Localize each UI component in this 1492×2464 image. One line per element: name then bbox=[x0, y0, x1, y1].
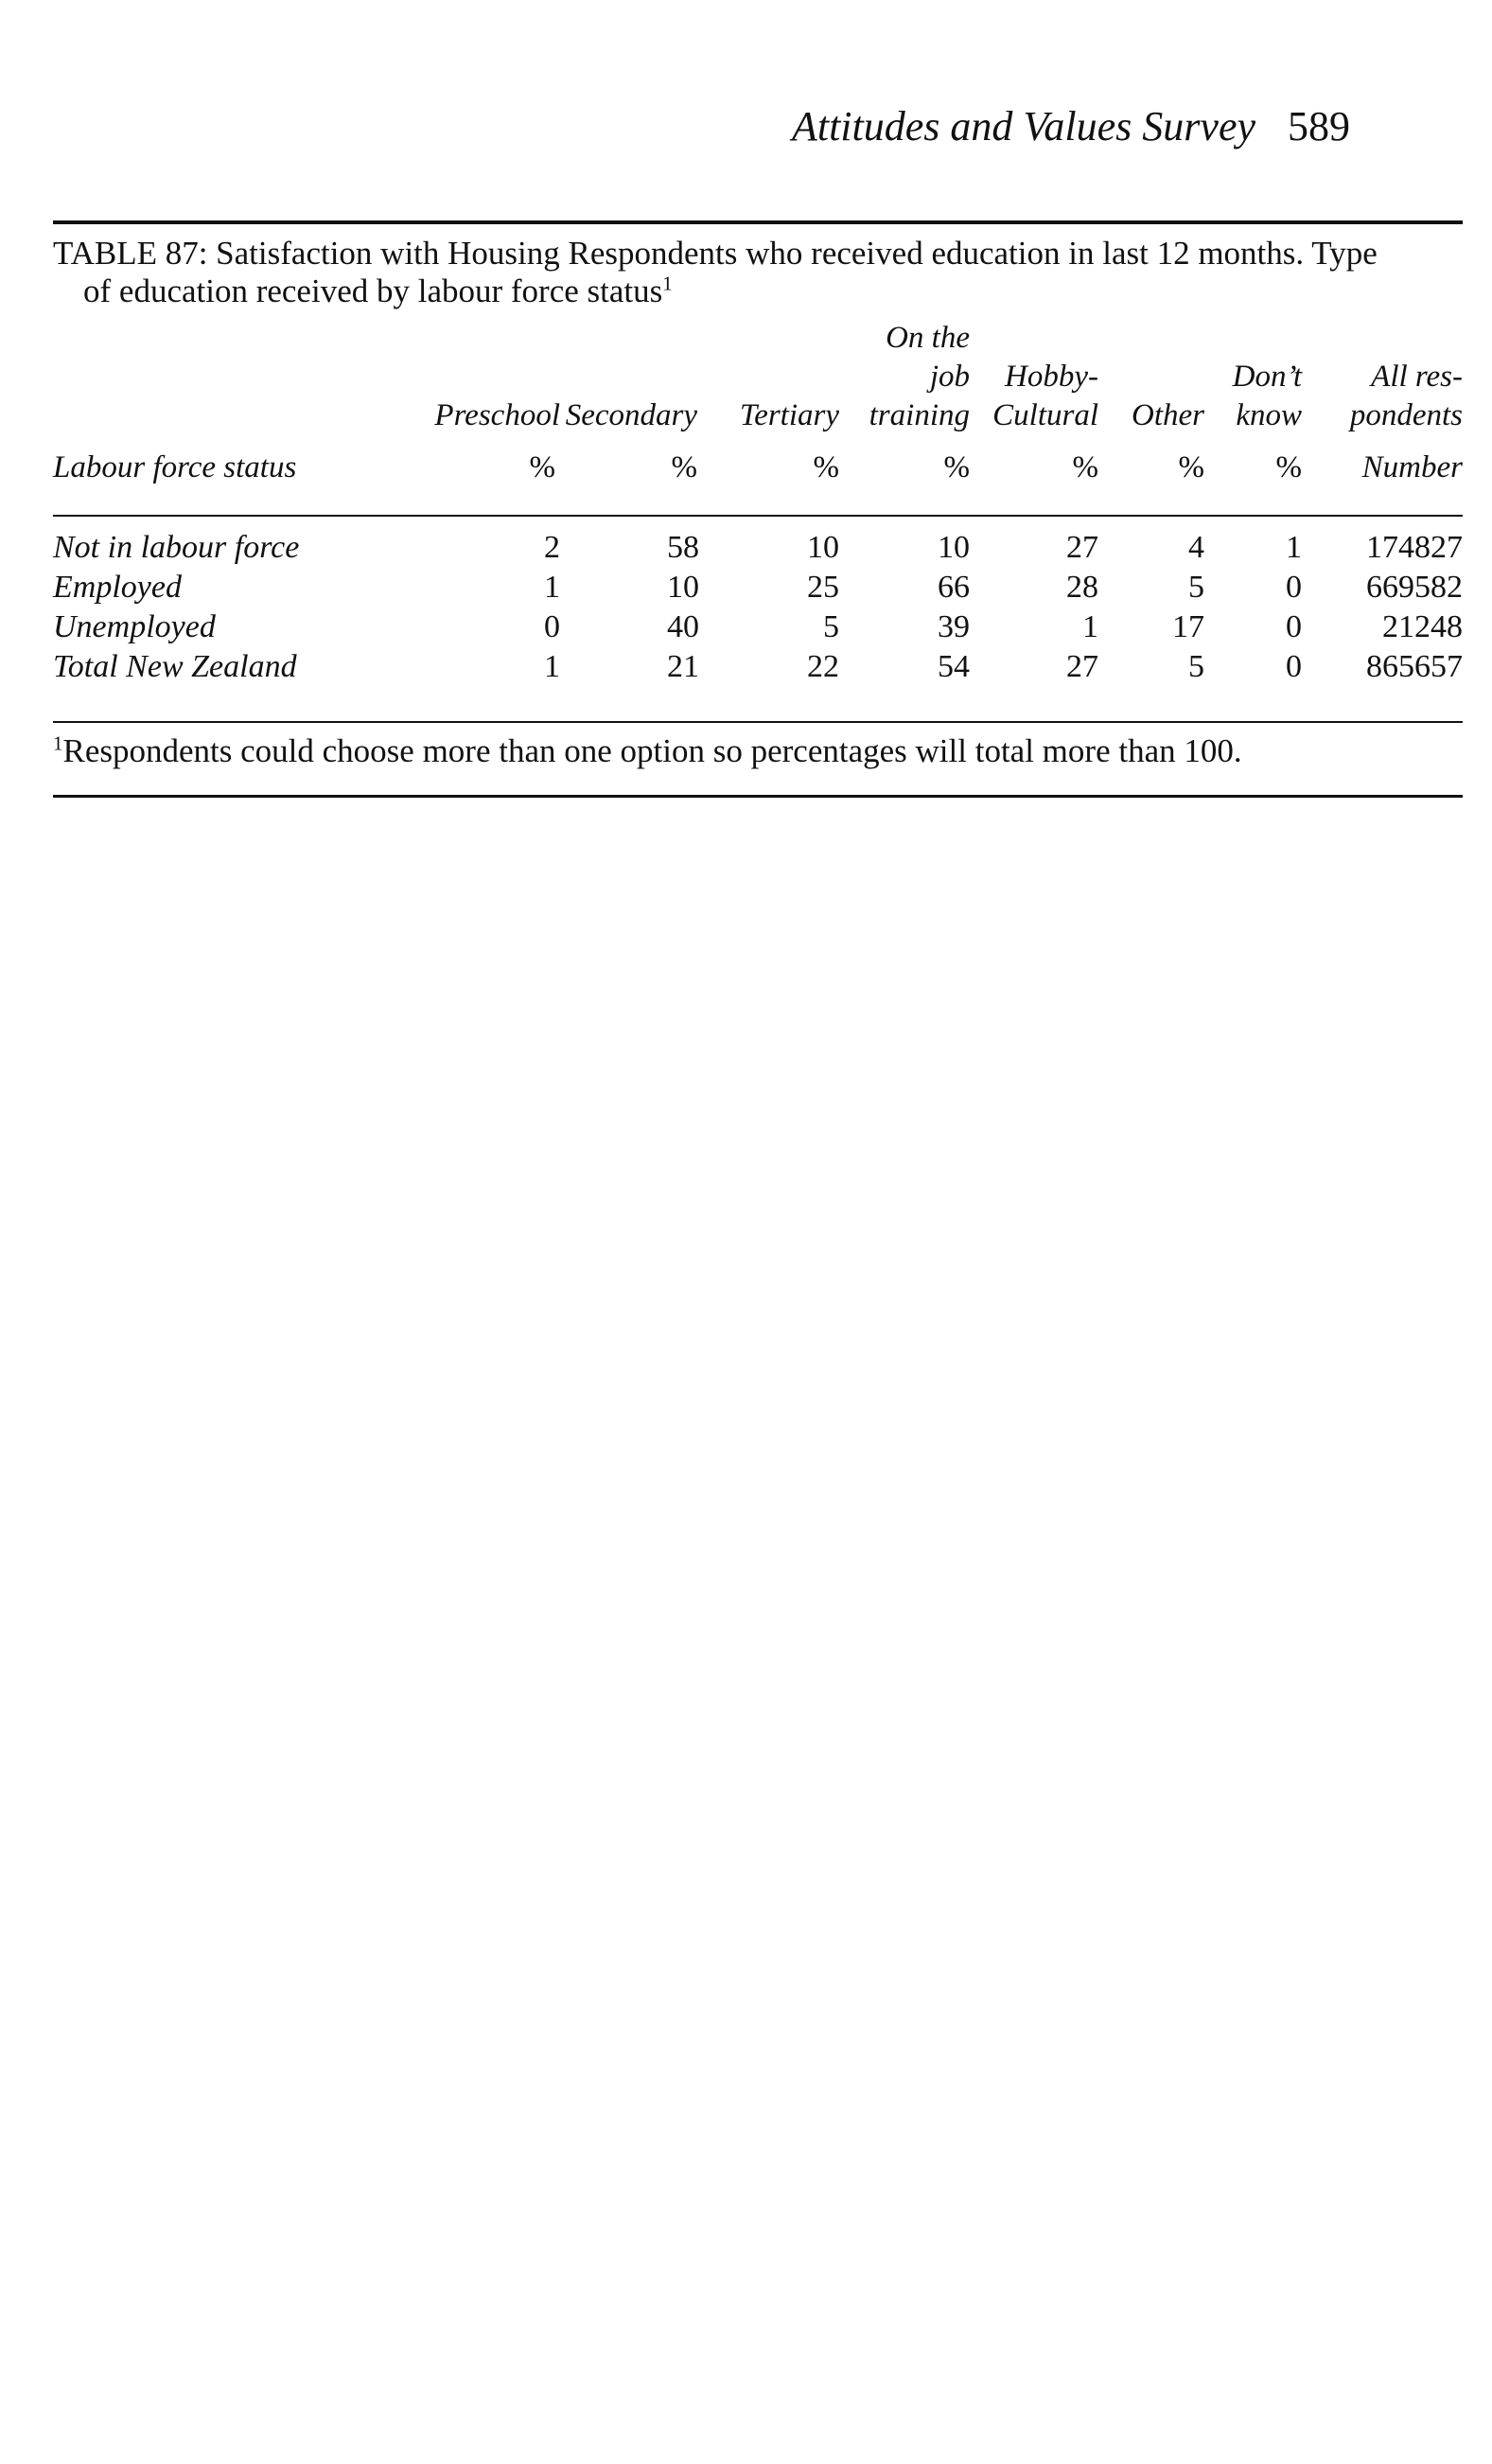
column-header-line: training bbox=[869, 398, 970, 432]
unit-secondary: % bbox=[671, 450, 697, 484]
column-header-preschool bbox=[434, 396, 560, 435]
row-label: Employed bbox=[53, 570, 182, 605]
cell-preschool: 1 bbox=[544, 570, 560, 605]
cell-secondary: 58 bbox=[667, 530, 699, 565]
cell-secondary: 10 bbox=[667, 570, 699, 605]
column-header-line: Preschool bbox=[434, 398, 560, 432]
table-row bbox=[0, 568, 1492, 607]
cell-tertiary: 25 bbox=[807, 570, 839, 605]
column-header-line: Secondary bbox=[565, 398, 697, 432]
unit-dont-know: % bbox=[1275, 450, 1302, 484]
row-label: Not in labour force bbox=[53, 530, 300, 565]
cell-dont-know: 1 bbox=[1286, 530, 1302, 565]
header-rule bbox=[53, 515, 1463, 517]
footnote-text: Respondents could choose more than one option so percentages will total more than 100. bbox=[62, 732, 1242, 769]
table-bottom-rule bbox=[53, 721, 1463, 723]
table-caption bbox=[53, 235, 1463, 310]
column-header-dont-know bbox=[1233, 358, 1302, 435]
cell-on-the-job-training: 54 bbox=[938, 649, 970, 684]
cell-other: 17 bbox=[1172, 609, 1204, 644]
cell-preschool: 0 bbox=[544, 609, 560, 644]
cell-on-the-job-training: 66 bbox=[938, 570, 970, 605]
column-header-tertiary bbox=[740, 396, 839, 435]
cell-tertiary: 10 bbox=[807, 530, 839, 565]
column-header-line: On the bbox=[886, 321, 970, 355]
cell-all-respondents: 174827 bbox=[1366, 530, 1463, 565]
footnote-rule bbox=[53, 795, 1463, 798]
column-header-line: know bbox=[1236, 398, 1302, 432]
row-label: Total New Zealand bbox=[53, 649, 297, 684]
column-header-secondary bbox=[566, 396, 697, 435]
unit-all-respondents: Number bbox=[1361, 450, 1463, 484]
cell-all-respondents: 865657 bbox=[1366, 649, 1463, 684]
unit-other: % bbox=[1178, 450, 1204, 484]
cell-secondary: 40 bbox=[667, 609, 699, 644]
page-number: 589 bbox=[1288, 103, 1350, 150]
cell-preschool: 1 bbox=[544, 649, 560, 684]
table-row bbox=[0, 647, 1492, 686]
unit-tertiary: % bbox=[813, 450, 839, 484]
caption-line-2: of education received by labour force status bbox=[83, 273, 663, 309]
cell-preschool: 2 bbox=[544, 530, 560, 565]
cell-other: 5 bbox=[1188, 570, 1204, 605]
caption-line-2-wrap bbox=[53, 273, 1463, 310]
column-header-line: Other bbox=[1132, 398, 1204, 432]
row-label: Unemployed bbox=[53, 609, 216, 644]
footnote-mark: 1 bbox=[53, 731, 63, 755]
caption-line-1: TABLE 87: Satisfaction with Housing Respondents who received education in last 12 months. Type bbox=[53, 235, 1378, 272]
table-row bbox=[0, 528, 1492, 567]
cell-hobby-cultural: 1 bbox=[1082, 609, 1098, 644]
cell-hobby-cultural: 27 bbox=[1066, 530, 1098, 565]
cell-other: 4 bbox=[1188, 530, 1204, 565]
column-header-line: pondents bbox=[1349, 398, 1463, 432]
table-top-rule bbox=[53, 220, 1463, 224]
cell-tertiary: 5 bbox=[823, 609, 839, 644]
column-header-line: Cultural bbox=[992, 398, 1098, 432]
column-header-other bbox=[1132, 396, 1204, 435]
cell-all-respondents: 21248 bbox=[1382, 609, 1463, 644]
stub-header: Labour force status bbox=[53, 450, 297, 484]
column-header-line: Don’t bbox=[1232, 360, 1302, 394]
table-footnote bbox=[53, 730, 1242, 772]
cell-dont-know: 0 bbox=[1286, 649, 1302, 684]
column-header-line: Hobby- bbox=[1005, 360, 1098, 394]
column-header-line: job bbox=[929, 360, 970, 394]
cell-on-the-job-training: 39 bbox=[938, 609, 970, 644]
cell-hobby-cultural: 28 bbox=[1066, 570, 1098, 605]
column-header-on-the-job-training bbox=[869, 319, 970, 435]
cell-tertiary: 22 bbox=[807, 649, 839, 684]
unit-hobby-cultural: % bbox=[1072, 450, 1098, 484]
column-header-line: Tertiary bbox=[739, 398, 839, 432]
running-head bbox=[792, 102, 1350, 150]
cell-on-the-job-training: 10 bbox=[938, 530, 970, 565]
unit-preschool: % bbox=[529, 450, 555, 484]
running-head-title: Attitudes and Values Survey bbox=[791, 103, 1255, 150]
column-header-hobby-cultural bbox=[992, 358, 1098, 435]
caption-footnote-mark: 1 bbox=[662, 272, 673, 295]
cell-other: 5 bbox=[1188, 649, 1204, 684]
cell-all-respondents: 669582 bbox=[1366, 570, 1463, 605]
column-header-all-respondents bbox=[1350, 358, 1463, 435]
cell-dont-know: 0 bbox=[1286, 570, 1302, 605]
table-row bbox=[0, 607, 1492, 646]
cell-secondary: 21 bbox=[667, 649, 699, 684]
unit-on-the-job-training: % bbox=[943, 450, 970, 484]
column-header-line: All res- bbox=[1371, 360, 1463, 394]
cell-dont-know: 0 bbox=[1286, 609, 1302, 644]
cell-hobby-cultural: 27 bbox=[1066, 649, 1098, 684]
